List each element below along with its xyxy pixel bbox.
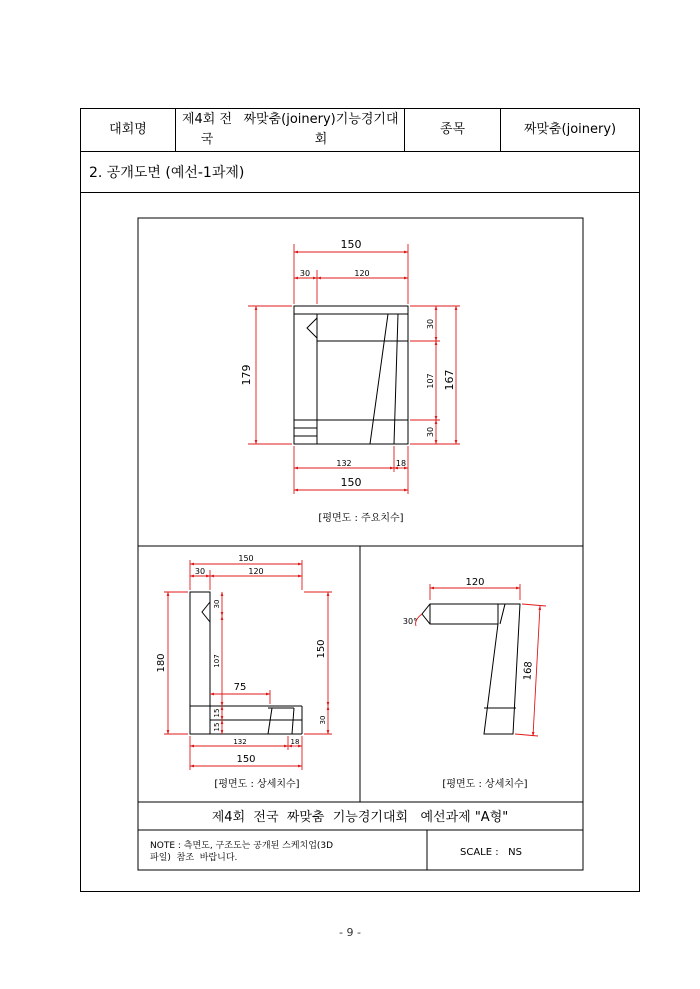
competition-line1: 제4회 전국: [181, 112, 233, 147]
title-block: [150, 809, 522, 863]
dim-dl-offset: 75: [233, 682, 247, 693]
dim-dl-height-left: 180: [156, 653, 167, 673]
dim-dl-split-left: 30: [194, 567, 206, 576]
caption-detail-left: [평면도 : 상세치수]: [214, 779, 300, 790]
dim-dr-diagonal: 168: [522, 660, 535, 681]
dim-dl-width-bottom: 150: [236, 754, 256, 765]
dim-dr-width-top: 120: [465, 577, 485, 588]
page-number: - 9 -: [339, 926, 361, 939]
dim-top-width-bottom: 150: [340, 476, 362, 489]
dim-top-height-left: 179: [240, 364, 253, 386]
note-line1: NOTE : 측면도, 구조도는 공개된 스케치업(3D: [150, 841, 334, 851]
dim-dl-right-height: 150: [316, 639, 327, 659]
dim-top-bottom-left: 132: [336, 459, 352, 468]
drawing-title: 제4회 전국 짜맞춤 기능경기대회 예선과제 "A형": [211, 810, 509, 825]
dim-dl-split-right: 120: [248, 567, 264, 576]
label-category: 종목: [405, 109, 501, 151]
top-view: [240, 238, 460, 524]
section-title: 2. 공개도면 (예선-1과제): [80, 151, 640, 193]
detail-left-view: [156, 554, 332, 790]
dim-top-right-mid: 107: [426, 373, 435, 389]
competition-line2: 짜맞춤(joinery)기능경기대회: [243, 112, 399, 147]
dim-dl-mid-mid: 107: [213, 654, 221, 668]
caption-top-view: [평면도 : 주요치수]: [318, 513, 404, 524]
dim-top-bottom-right: 18: [395, 459, 407, 468]
dim-dl-width-top: 150: [238, 554, 254, 563]
dim-top-width: 150: [340, 238, 362, 251]
dim-dl-bottom-left: 132: [233, 738, 247, 746]
dim-top-right-top: 30: [426, 318, 435, 330]
detail-right-view: [403, 577, 546, 790]
dim-top-right-bottom: 30: [426, 426, 435, 438]
dim-dl-mid-a: 15: [213, 708, 221, 718]
dim-top-split-right: 120: [354, 269, 370, 278]
caption-detail-right: [평면도 : 상세치수]: [442, 779, 528, 790]
dim-dr-angle: 30°: [402, 617, 418, 626]
dim-top-split-left: 30: [299, 269, 311, 278]
label-competition: 대회명: [81, 109, 176, 151]
dim-dl-right-bottom: 30: [319, 715, 327, 725]
scale-label: SCALE : NS: [460, 847, 522, 858]
category-value: 짜맞춤(joinery): [523, 122, 617, 137]
note-line2: 파일) 참조 바랍니다.: [150, 853, 238, 863]
dim-top-right-total: 167: [443, 369, 456, 391]
dim-dl-mid-top: 30: [213, 599, 221, 609]
dim-dl-mid-b: 15: [213, 722, 221, 732]
dim-dl-bottom-right: 18: [290, 738, 300, 746]
